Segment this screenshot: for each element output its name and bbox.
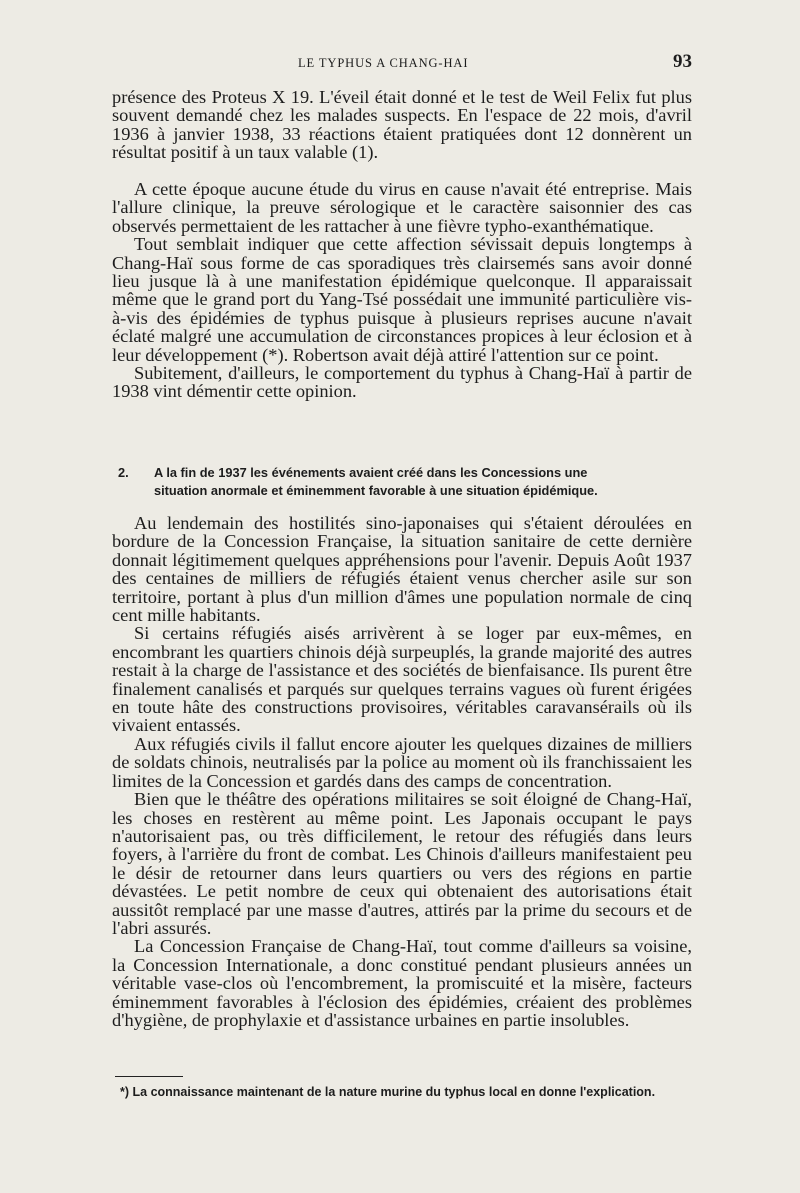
footnote-separator [115,1076,183,1077]
paragraph: présence des Proteus X 19. L'éveil était donné et le test de Weil Felix fut plus souvent demandé chez les malades suspects. En l'espace de 22 mois, d'avril 1936 à janvier 1938, 33 réactions étaient pratiquées dont 12 donnèrent un résultat positif à un taux valable (1). [112,87,692,163]
opening-paragraph-block [112,88,692,162]
footnote-marker: *) [120,1085,130,1099]
paragraph: Bien que le théâtre des opérations militaires se soit éloigné de Chang-Haï, les choses en restèrent au même point. Les Japonais occupant le pays n'autorisaient pas, ou très difficilement, le retour des réfugiés dans leurs foyers, à l'arrière du front de combat. Les Chinois d'ailleurs manifestaient peu le désir de retourner dans leurs quartiers ou vers des régions en partie dévastées. Le petit nombre de ceux qui obtenaient des autorisations était aussitôt remplacé par une masse d'autres, attirés par la prime du secours et de l'abri assurés. [112,789,692,938]
paragraph: Aux réfugiés civils il fallut encore ajouter les quelques dizaines de milliers de soldats chinois, neutralisés par la police au moment où ils franchissaient les limites de la Concession et gardés dans des camps de concentration. [112,733,692,791]
paragraph: La Concession Française de Chang-Haï, tout comme d'ailleurs sa voisine, la Concession Internationale, a donc constitué pendant plusieurs années un véritable vase-clos où l'encombrement, la promiscuité et la misère, facteurs éminemment favorables à l'éclosion des épidémies, créaient des problèmes d'hygiène, de prophylaxie et d'assistance urbaines en partie insolubles. [112,936,692,1030]
running-title: LE TYPHUS A CHANG-HAI [298,56,469,70]
footnote-text: La connaissance maintenant de la nature murine du typhus local en donne l'explication. [132,1085,656,1099]
section-title-line-2: situation anormale et éminemment favorable à une situation épidémique. [154,483,598,498]
footnote [112,1083,697,1101]
section-number: 2. [118,465,129,480]
paragraph: Tout semblait indiquer que cette affection sévissait depuis longtemps à Chang-Haï sous forme de cas sporadiques très clairsemés sans avoir donné lieu jusque là à une manifestation épidémique quelconque. Il apparaissait même que le grand port du Yang-Tsé possédait une immunité particulière vis-à-vis des épidémies de typhus puisque à plusieurs reprises aucune n'avait éclaté malgré une accumulation de circonstances propices à leur éclosion et à leur développement (*). Robertson avait déjà attiré l'attention sur ce point. [112,234,692,365]
paragraph: Au lendemain des hostilités sino-japonaises qui s'étaient déroulées en bordure de la Concession Française, la situation sanitaire de cette dernière donnait légitimement quelques appréhensions pour l'avenir. Depuis Août 1937 des centaines de milliers de réfugiés étaient venus chercher asile sur son territoire, portant à plus d'un million d'âmes une population normale de cinq cent mille habitants. [112,513,692,626]
second-section-body [112,514,692,1029]
paragraph: Subitement, d'ailleurs, le comportement du typhus à Chang-Haï à partir de 1938 vint démentir cette opinion. [112,363,692,402]
paragraph: Si certains réfugiés aisés arrivèrent à se loger par eux-mêmes, en encombrant les quartiers chinois déjà surpeuplés, la grande majorité des autres restait à la charge de l'assistance et des sociétés de bienfaisance. Ils purent être finalement canalisés et parqués sur quelques terrains vagues où furent érigées en toute hâte des constructions provisoires, véritables caravansérails où ils vivaient entassés. [112,623,692,736]
paragraph: A cette époque aucune étude du virus en cause n'avait été entreprise. Mais l'allure clinique, la preuve sérologique et le caractère saisonnier des cas observés permettaient de les rattacher à une fièvre typho-exanthématique. [112,179,692,236]
page-number: 93 [673,51,692,72]
page-header [112,51,692,76]
section-title-line-1: A la fin de 1937 les événements avaient créé dans les Concessions une [154,465,588,480]
first-section-body [112,180,692,401]
